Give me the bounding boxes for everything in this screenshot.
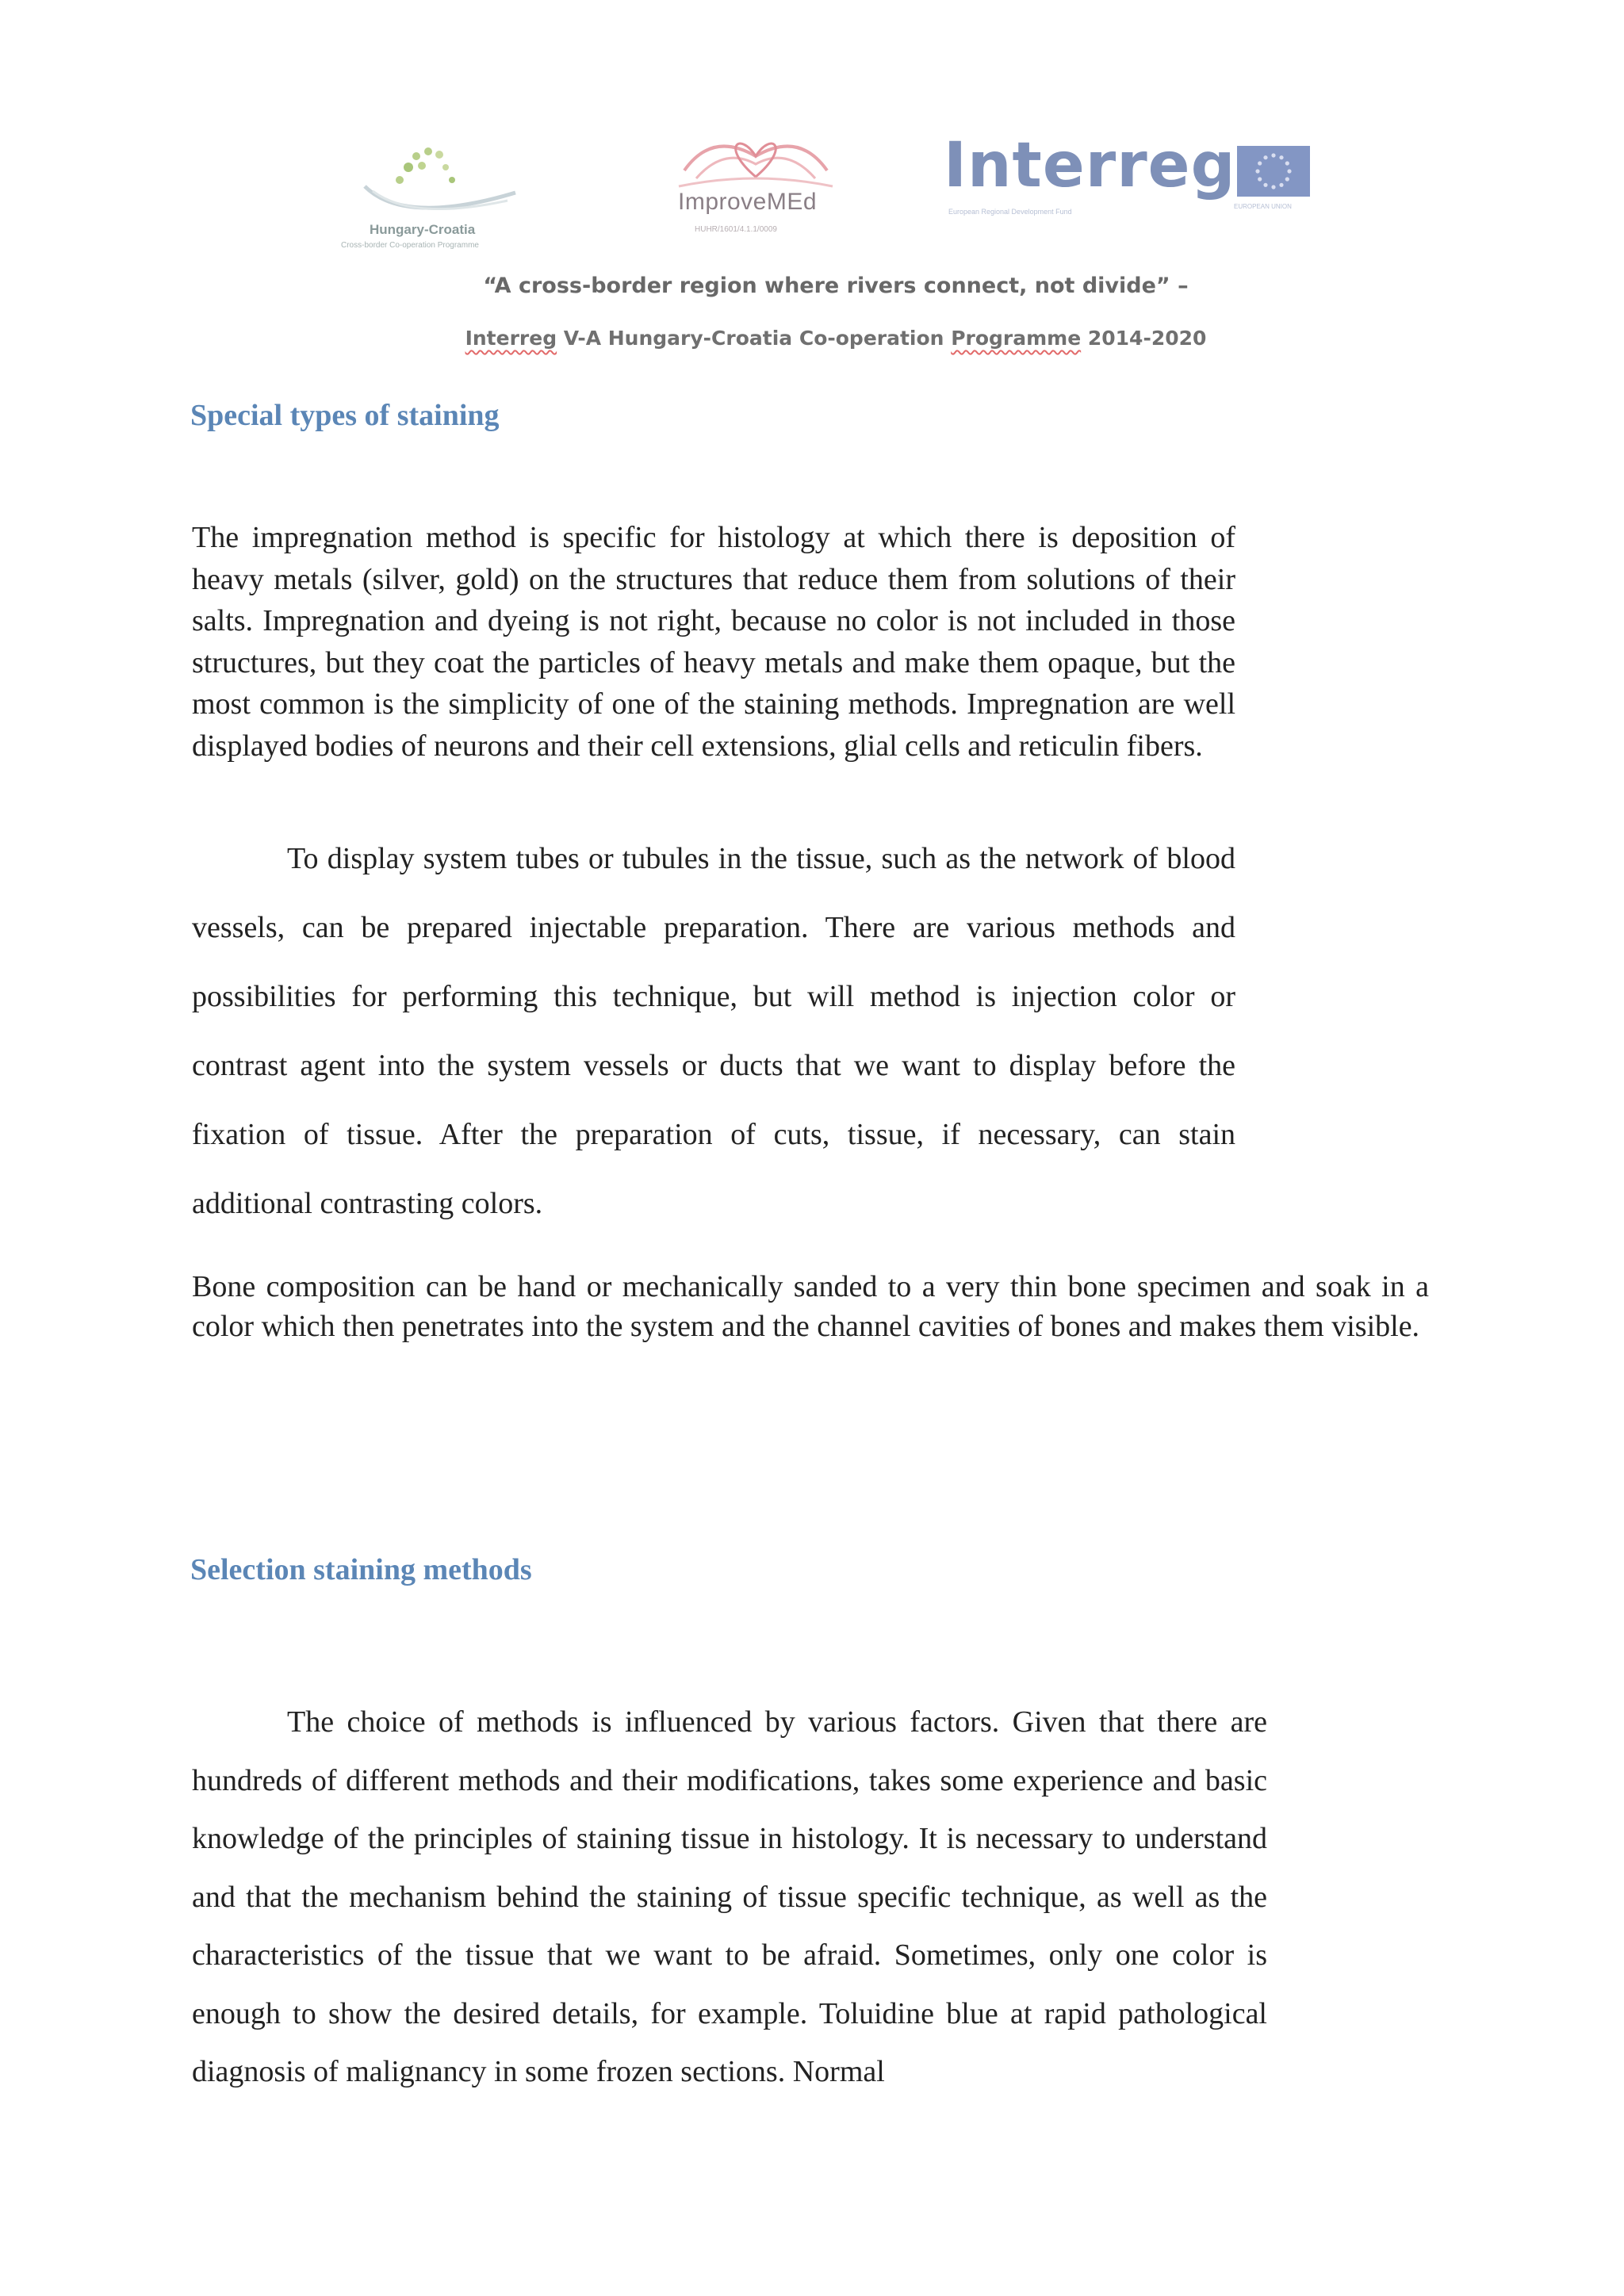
section-heading-selection-methods: Selection staining methods — [190, 1553, 532, 1586]
programme-middle-text: V-A Hungary-Croatia Co-operation — [557, 327, 952, 350]
interreg-logo-name: Interreg — [944, 130, 1236, 201]
section-heading-special-staining: Special types of staining — [190, 399, 500, 432]
programme-word-interreg: Interreg — [465, 327, 557, 350]
eu-flag-caption: EUROPEAN UNION — [1234, 203, 1292, 210]
interreg-logo-subtitle: European Regional Development Fund — [948, 208, 1072, 216]
hungary-croatia-logo-name: Hungary-Croatia — [370, 222, 476, 237]
project-tagline: “A cross-border region where rivers connect, not divide” – — [483, 274, 1189, 298]
improvemed-logo-name: ImproveMEd — [678, 189, 818, 215]
hungary-croatia-logo-subtitle: Cross-border Co-operation Programme — [341, 241, 479, 250]
programme-line — [0, 327, 1624, 350]
eu-flag-icon — [1237, 146, 1310, 197]
programme-word-programme: Programme — [951, 327, 1082, 350]
paragraph-injection: To display system tubes or tubules in the tissue, such as the network of blood vessels, can be prepared injectable preparation. There are various methods and possibilities for performing this technique, but will method is injection color or contrast agent into the system vessels or ducts that we want to display before the fixation of tissue. After the preparation of cuts, tissue, if necessary, can stain additional contrasting colors. — [192, 842, 1235, 1220]
hungary-croatia-logo-icon — [333, 139, 531, 258]
paragraph-choice-of-methods: The choice of methods is influenced by various factors. Given that there are hundreds of different methods and their modifications, takes some experience and basic knowledge of the principles of staining tissue in histology. It is necessary to understand and that the mechanism behind the staining of tissue specific technique, as well as the characteristics of the tissue that we want to be afraid. Sometimes, only one color is enough to show the desired details, for example. Toluidine blue at rapid pathological diagnosis of malignancy in some frozen sections. Normal — [192, 1705, 1267, 2088]
paragraph-bone: Bone composition can be hand or mechanically sanded to a very thin bone specimen and soak in a color which then penetrates into the system and the channel cavities of bones and makes them visible. — [192, 1270, 1429, 1343]
programme-years: 2014-2020 — [1081, 327, 1207, 350]
improvemed-logo-code: HUHR/1601/4.1.1/0009 — [695, 225, 777, 234]
paragraph-impregnation: The impregnation method is specific for histology at which there is deposition of heavy metals (silver, gold) on the structures that reduce them from solutions of their salts. Impregnation and dyeing is not right, because no color is not included in those structures, but they coat the particles of heavy metals and make them opaque, but the most common is the simplicity of one of the staining methods. Impregnation are well displayed bodies of neurons and their cell extensions, glial cells and reticulin fibers. — [192, 521, 1235, 763]
